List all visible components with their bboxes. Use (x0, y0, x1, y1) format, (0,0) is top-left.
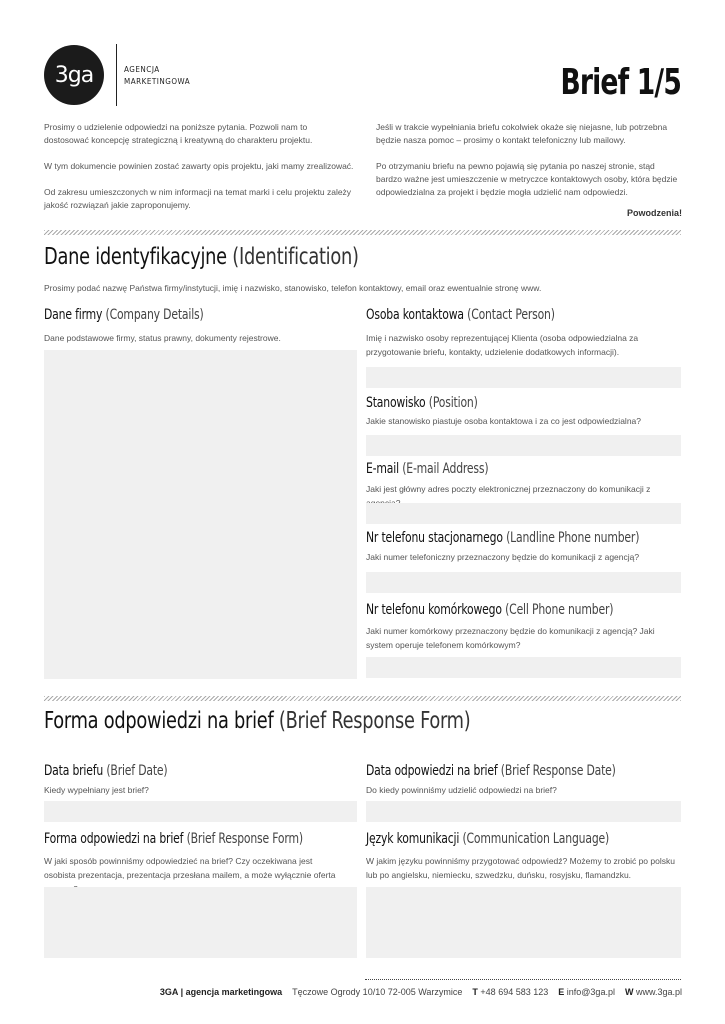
footer-phone[interactable]: +48 694 583 123 (480, 987, 549, 997)
field-title-position: Stanowisko (Position) (366, 395, 478, 411)
page-title: Brief 1/5 (560, 62, 681, 103)
footer-company: 3GA | agencja marketingowa (159, 987, 283, 997)
intro-right: Jeśli w trakcie wypełniania briefu cokolwiek okaże się niejasne, lub potrzebna będzie nasza pomoc – prosimy o kontakt telefoniczny lub mailowy. Po otrzymaniu briefu na pewno pojawią się pytania po naszej stronie, stąd bardzo ważne jest umieszczenie w metryczce kontaktowych osoby, która będzie odpowiedzialna za projekt i będzie mogła udzielić nam odpowiedzi. (376, 122, 678, 197)
field-desc-brief-date: Kiedy wypełniany jest brief? (44, 785, 149, 795)
field-title-response-form: Forma odpowiedzi na brief (Brief Response Form) (44, 831, 303, 847)
landline-phone-field[interactable] (366, 572, 681, 593)
footer-address: Tęczowe Ogrody 10/10 72-005 Warzymice (292, 987, 463, 997)
field-title-company: Dane firmy (Company Details) (44, 307, 204, 323)
footer-web-link[interactable]: www.3ga.pl (635, 987, 682, 997)
response-form-field[interactable] (44, 887, 357, 958)
field-desc-contact: Imię i nazwisko osoby reprezentującej Klienta (osoba odpowiedzialna za przygotowanie briefu, kontakty, udzielenie dodatkowych informacji). (366, 333, 639, 357)
cell-phone-field[interactable] (366, 657, 681, 678)
section-title-identification: Dane identyfikacyjne (Identification) (44, 244, 359, 270)
section-title-response-form: Forma odpowiedzi na brief (Brief Response Form) (44, 708, 471, 734)
field-desc-position: Jakie stanowisko piastuje osoba kontaktowa i za co jest odpowiedzialna? (366, 416, 641, 426)
footer-divider (365, 979, 681, 981)
response-date-field[interactable] (366, 801, 681, 822)
section-divider (44, 230, 681, 235)
footer: 3GA | agencja marketingowa Tęczowe Ogrody 10/10 72-005 Warzymice T +48 694 583 123 E info@3ga.pl W www.3ga.pl (159, 987, 682, 997)
brief-date-field[interactable] (44, 801, 357, 822)
logo-text: AGENCJA MARKETINGOWA (124, 65, 191, 86)
field-desc-email: Jaki jest główny adres poczty elektronicznej przeznaczony do komunikacji z (366, 484, 651, 494)
section-note: Prosimy podać nazwę Państwa firmy/instytucji, imię i nazwisko, stanowisko, telefon kontaktowy, email oraz ewentualnie stronę www. (44, 283, 542, 293)
contact-person-field[interactable] (366, 367, 681, 388)
section-divider (44, 696, 681, 701)
field-title-brief-date: Data briefu (Brief Date) (44, 763, 168, 779)
footer-email-link[interactable]: info@3ga.pl (566, 987, 615, 997)
logo-divider (116, 44, 117, 106)
field-desc-landline: Jaki numer telefoniczny przeznaczony będzie do komunikacji z agencją? (366, 552, 640, 562)
position-field[interactable] (366, 435, 681, 456)
field-desc-company: Dane podstawowe firmy, status prawny, dokumenty rejestrowe. (44, 333, 281, 343)
communication-language-field[interactable] (366, 887, 681, 958)
signoff: Powodzenia! (626, 208, 682, 218)
field-title-contact: Osoba kontaktowa (Contact Person) (366, 307, 555, 323)
field-title-email: E-mail (E-mail Address) (366, 461, 489, 477)
logo-mark: 3ga (44, 45, 104, 105)
intro-left: Prosimy o udzielenie odpowiedzi na poniższe pytania. Pozwoli nam to dostosować koncepcję strategiczną i kreatywną do charakteru projektu. W tym dokumencie powinien zostać zawarty opis projektu, jaki mamy zrealizować. Od zakresu umieszczonych w nim informacji na temat marki i celu projektu zależy jakość rozwiązań jakie zaproponujemy. (44, 122, 354, 210)
field-title-cell: Nr telefonu komórkowego (Cell Phone number) (366, 602, 614, 618)
field-title-language: Język komunikacji (Communication Language) (366, 831, 610, 847)
field-desc-language: W jakim języku powinniśmy przygotować odpowiedź? Możemy to zrobić po polsku lub po angielsku, niemiecku, szwedzku, duńsku, rosyjsku, flamandzku. (366, 856, 675, 880)
field-title-landline: Nr telefonu stacjonarnego (Landline Phone number) (366, 530, 640, 546)
field-desc-response-form: W jaki sposób powinniśmy odpowiedzieć na brief? Czy oczekiwana jest osobista prezentacja, prezentacja przesłana mailem, a może wyłącznie oferta (44, 856, 336, 880)
field-title-response-date: Data odpowiedzi na brief (Brief Response Date) (366, 763, 616, 779)
email-field[interactable] (366, 503, 681, 524)
field-desc-response-date: Do kiedy powinniśmy udzielić odpowiedzi na brief? (366, 785, 557, 795)
field-desc-cell: Jaki numer komórkowy przeznaczony będzie do komunikacji z agencją? Jaki system operuje telefonem komórkowym? (366, 626, 655, 650)
company-details-field[interactable] (44, 350, 357, 679)
